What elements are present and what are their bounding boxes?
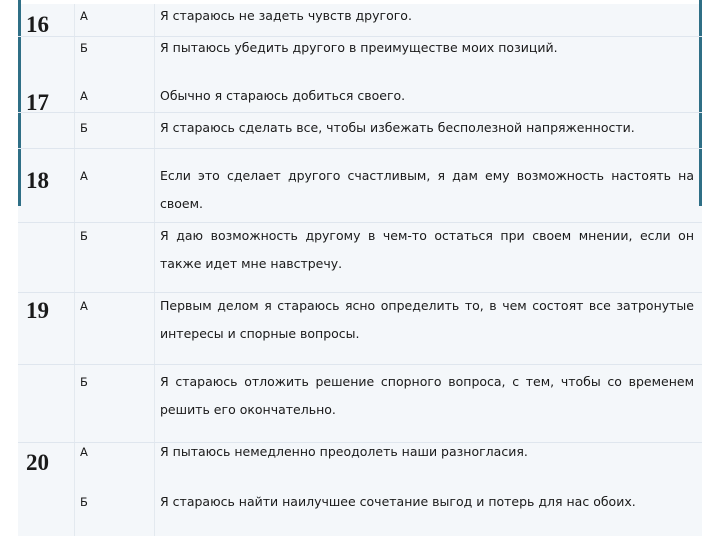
option-letter-b: Б xyxy=(80,229,88,243)
question-number: 19 xyxy=(26,298,49,323)
row-divider xyxy=(18,148,702,149)
left-accent-band xyxy=(18,0,21,206)
option-text: Обычно я стараюсь добиться своего. xyxy=(160,88,406,103)
option-letter-a: А xyxy=(80,445,88,459)
question-number: 16 xyxy=(26,12,49,37)
option-letter-a: А xyxy=(80,169,88,183)
option-text: Я даю возможность другому в чем-то остаться при своем мнении, если он также идет мне навстречу. xyxy=(160,228,694,271)
option-text: Я стараюсь сделать все, чтобы избежать бесполезной напряженности. xyxy=(160,120,635,135)
right-accent-band xyxy=(699,0,702,206)
question-number: 20 xyxy=(26,450,49,475)
option-text: Я пытаюсь убедить другого в преимуществе моих позиций. xyxy=(160,40,558,55)
option-letter-a: А xyxy=(80,89,88,103)
row-divider xyxy=(18,112,702,113)
option-text: Первым делом я стараюсь ясно определить то, в чем состоят все затронутые интересы и спорные вопросы. xyxy=(160,298,694,341)
option-text: Я пытаюсь немедленно преодолеть наши разногласия. xyxy=(160,444,528,459)
option-text: Я стараюсь найти наилучшее сочетание выгод и потерь для нас обоих. xyxy=(160,494,636,509)
question-number: 17 xyxy=(26,90,49,115)
question-number: 18 xyxy=(26,168,49,193)
option-letter-b: Б xyxy=(80,375,88,389)
option-text: Если это сделает другого счастливым, я дам ему возможность настоять на своем. xyxy=(160,168,694,211)
option-letter-b: Б xyxy=(80,121,88,135)
row-divider xyxy=(18,364,702,365)
option-text: Я стараюсь не задеть чувств другого. xyxy=(160,8,412,23)
column-divider xyxy=(154,4,155,536)
option-letter-a: А xyxy=(80,9,88,23)
option-letter-b: Б xyxy=(80,495,88,509)
option-letter-b: Б xyxy=(80,41,88,55)
option-letter-a: А xyxy=(80,299,88,313)
option-text: Я стараюсь отложить решение спорного вопроса, с тем, чтобы со временем решить его окончательно. xyxy=(160,374,694,417)
column-divider xyxy=(74,4,75,536)
